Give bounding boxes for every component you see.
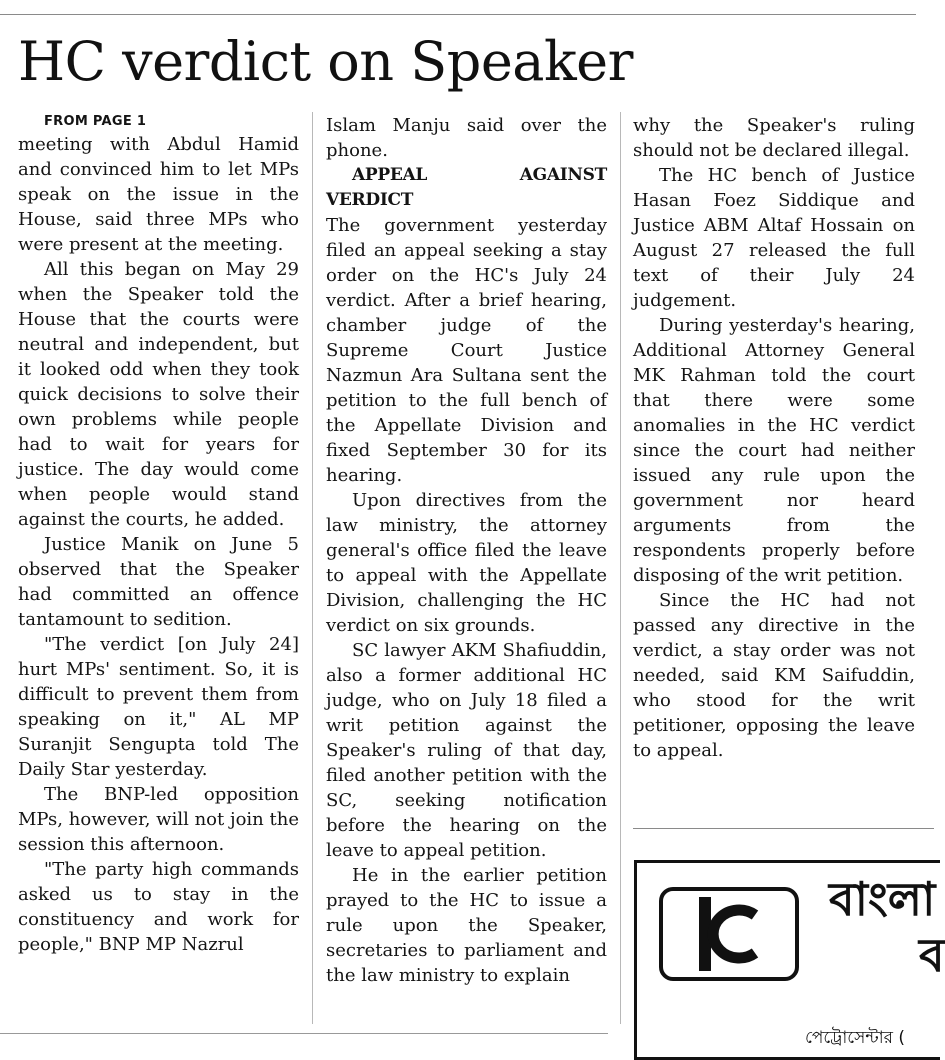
paragraph: SC lawyer AKM Shafiuddin, also a former additional HC judge, who on July 18 filed a writ petition against the Speaker's ruling of that day, filed another petition with the SC, seeking notification before the hearing on the leave to appeal petition. — [326, 640, 607, 861]
paragraph: He in the earlier petition prayed to the HC to issue a rule upon the Speaker, secretaries to parliament and the law ministry to explain — [326, 865, 607, 986]
paragraph: "The party high commands asked us to stay in the constituency and work for people," BNP MP Nazrul — [18, 859, 299, 955]
company-logo-icon — [659, 887, 799, 981]
paragraph: During yesterday's hearing, Additional Attorney General MK Rahman told the court that there were some anomalies in the HC verdict since the court had neither issued any rule upon the government nor heard arguments from the respondents properly before disposing of the writ petition. — [633, 315, 915, 586]
paragraph: "The verdict [on July 24] hurt MPs' sentiment. So, it is difficult to prevent them from speaking on it," AL MP Suranjit Sengupta told The Daily Star yesterday. — [18, 634, 299, 780]
paragraph: Upon directives from the law ministry, the attorney general's office filed the leave to appeal with the Appellate Division, challenging the HC verdict on six grounds. — [326, 490, 607, 636]
paragraph: Justice Manik on June 5 observed that the Speaker had committed an offence tantamount to sedition. — [18, 534, 299, 630]
paragraph: The government yesterday filed an appeal seeking a stay order on the HC's July 24 verdict. After a brief hearing, chamber judge of the Supreme Court Justice Nazmun Ara Sultana sent the petition to the full bench of the Appellate Division and fixed September 30 for its hearing. — [326, 215, 607, 486]
paragraph: The BNP-led opposition MPs, however, will not join the session this afternoon. — [18, 784, 299, 855]
advertisement — [634, 860, 945, 1060]
headline: HC verdict on Speaker — [18, 30, 633, 93]
paragraph: Since the HC had not passed any directive in the verdict, a stay order was not needed, said KM Saifuddin, who stood for the writ petitioner, opposing the leave to appeal. — [633, 590, 915, 761]
ad-footer-text: পেট্রোসেন্টার ( — [805, 1028, 906, 1048]
jump-line: FROM PAGE 1 — [44, 114, 147, 129]
paragraph: Islam Manju said over the phone. — [326, 115, 607, 161]
column-divider — [312, 112, 313, 1024]
column-end-rule — [633, 828, 934, 829]
paragraph: The HC bench of Justice Hasan Foez Siddique and Justice ABM Altaf Hossain on August 27 released the full text of their July 24 judgement. — [633, 165, 915, 311]
article-column-2 — [326, 113, 607, 988]
bottom-rule — [0, 1033, 608, 1034]
article-column-3 — [633, 113, 915, 763]
paragraph: why the Speaker's ruling should not be declared illegal. — [633, 115, 915, 161]
top-rule — [0, 14, 916, 15]
ad-title-line-2: ব — [919, 928, 945, 982]
article-column-1 — [18, 112, 299, 957]
paragraph: All this began on May 29 when the Speaker told the House that the courts were neutral and independent, but it looked odd when they took quick decisions to solve their own problems while people had to wait for years for justice. The day would come when people would stand against the courts, he added. — [18, 259, 299, 530]
subhead: APPEAL AGAINST VERDICT — [326, 165, 607, 210]
paragraph: meeting with Abdul Hamid and convinced him to let MPs speak on the issue in the House, said three MPs who were present at the meeting. — [18, 134, 299, 255]
column-divider — [620, 112, 621, 1024]
ad-title: বাংলা — [829, 872, 936, 926]
